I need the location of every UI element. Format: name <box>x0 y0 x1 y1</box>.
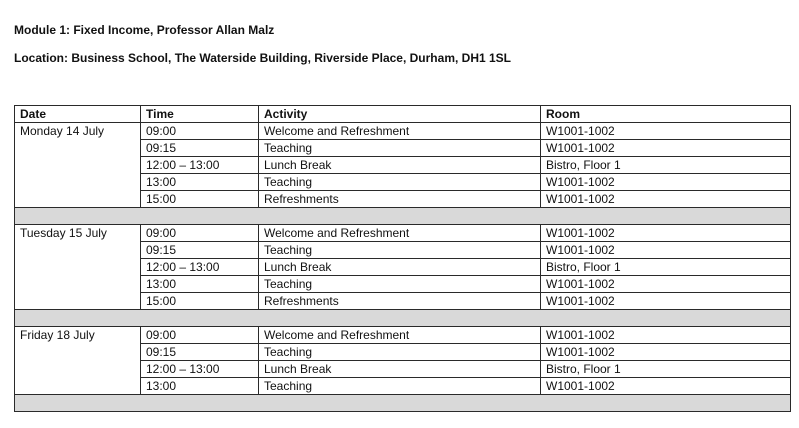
room-cell: Bistro, Floor 1 <box>541 157 791 174</box>
room-cell: W1001-1002 <box>541 378 791 395</box>
time-cell: 15:00 <box>141 191 259 208</box>
table-row <box>15 242 791 259</box>
time-cell: 09:15 <box>141 140 259 157</box>
activity-cell: Welcome and Refreshment <box>259 225 541 242</box>
header-date: Date <box>15 106 141 123</box>
table-row <box>15 157 791 174</box>
date-cell-empty <box>15 293 141 310</box>
date-cell: Tuesday 15 July <box>15 225 141 242</box>
activity-cell: Teaching <box>259 378 541 395</box>
date-cell-empty <box>15 344 141 361</box>
time-cell: 12:00 – 13:00 <box>141 361 259 378</box>
day-separator-row <box>15 310 791 327</box>
activity-cell: Teaching <box>259 140 541 157</box>
time-cell: 09:15 <box>141 242 259 259</box>
date-cell-empty <box>15 242 141 259</box>
location-line: Location: Business School, The Waterside Building, Riverside Place, Durham, DH1 1SL <box>14 51 511 65</box>
activity-cell: Teaching <box>259 174 541 191</box>
date-cell-empty <box>15 174 141 191</box>
room-cell: W1001-1002 <box>541 293 791 310</box>
room-cell: W1001-1002 <box>541 276 791 293</box>
activity-cell: Teaching <box>259 242 541 259</box>
time-cell: 12:00 – 13:00 <box>141 259 259 276</box>
time-cell: 13:00 <box>141 378 259 395</box>
time-cell: 13:00 <box>141 174 259 191</box>
room-cell: W1001-1002 <box>541 123 791 140</box>
time-cell: 13:00 <box>141 276 259 293</box>
table-row <box>15 259 791 276</box>
date-cell: Friday 18 July <box>15 327 141 344</box>
room-cell: W1001-1002 <box>541 174 791 191</box>
room-cell: Bistro, Floor 1 <box>541 361 791 378</box>
activity-cell: Lunch Break <box>259 157 541 174</box>
activity-cell: Refreshments <box>259 191 541 208</box>
activity-cell: Lunch Break <box>259 259 541 276</box>
table-row <box>15 225 791 242</box>
day-separator-row <box>15 208 791 225</box>
room-cell: W1001-1002 <box>541 225 791 242</box>
table-row <box>15 293 791 310</box>
date-cell-empty <box>15 191 141 208</box>
time-cell: 12:00 – 13:00 <box>141 157 259 174</box>
room-cell: W1001-1002 <box>541 191 791 208</box>
table-row <box>15 378 791 395</box>
date-cell-empty <box>15 378 141 395</box>
table-row <box>15 361 791 378</box>
table-row <box>15 276 791 293</box>
date-cell-empty <box>15 276 141 293</box>
room-cell: Bistro, Floor 1 <box>541 259 791 276</box>
time-cell: 09:00 <box>141 123 259 140</box>
header-row <box>15 106 791 123</box>
room-cell: W1001-1002 <box>541 242 791 259</box>
header-activity: Activity <box>259 106 541 123</box>
activity-cell: Teaching <box>259 276 541 293</box>
table-row <box>15 174 791 191</box>
time-cell: 09:15 <box>141 344 259 361</box>
header-time: Time <box>141 106 259 123</box>
room-cell: W1001-1002 <box>541 140 791 157</box>
module-title: Module 1: Fixed Income, Professor Allan Malz <box>14 23 275 37</box>
date-cell-empty <box>15 361 141 378</box>
header-room: Room <box>541 106 791 123</box>
room-cell: W1001-1002 <box>541 327 791 344</box>
activity-cell: Lunch Break <box>259 361 541 378</box>
separator-cell <box>15 395 791 412</box>
room-cell: W1001-1002 <box>541 344 791 361</box>
date-cell-empty <box>15 140 141 157</box>
separator-cell <box>15 208 791 225</box>
table-row <box>15 191 791 208</box>
activity-cell: Teaching <box>259 344 541 361</box>
time-cell: 09:00 <box>141 327 259 344</box>
activity-cell: Welcome and Refreshment <box>259 327 541 344</box>
date-cell: Monday 14 July <box>15 123 141 140</box>
schedule-table <box>14 105 791 412</box>
separator-cell <box>15 310 791 327</box>
table-row <box>15 327 791 344</box>
table-row <box>15 123 791 140</box>
day-separator-row <box>15 395 791 412</box>
date-cell-empty <box>15 157 141 174</box>
table-row <box>15 344 791 361</box>
date-cell-empty <box>15 259 141 276</box>
table-row <box>15 140 791 157</box>
time-cell: 09:00 <box>141 225 259 242</box>
activity-cell: Welcome and Refreshment <box>259 123 541 140</box>
time-cell: 15:00 <box>141 293 259 310</box>
activity-cell: Refreshments <box>259 293 541 310</box>
